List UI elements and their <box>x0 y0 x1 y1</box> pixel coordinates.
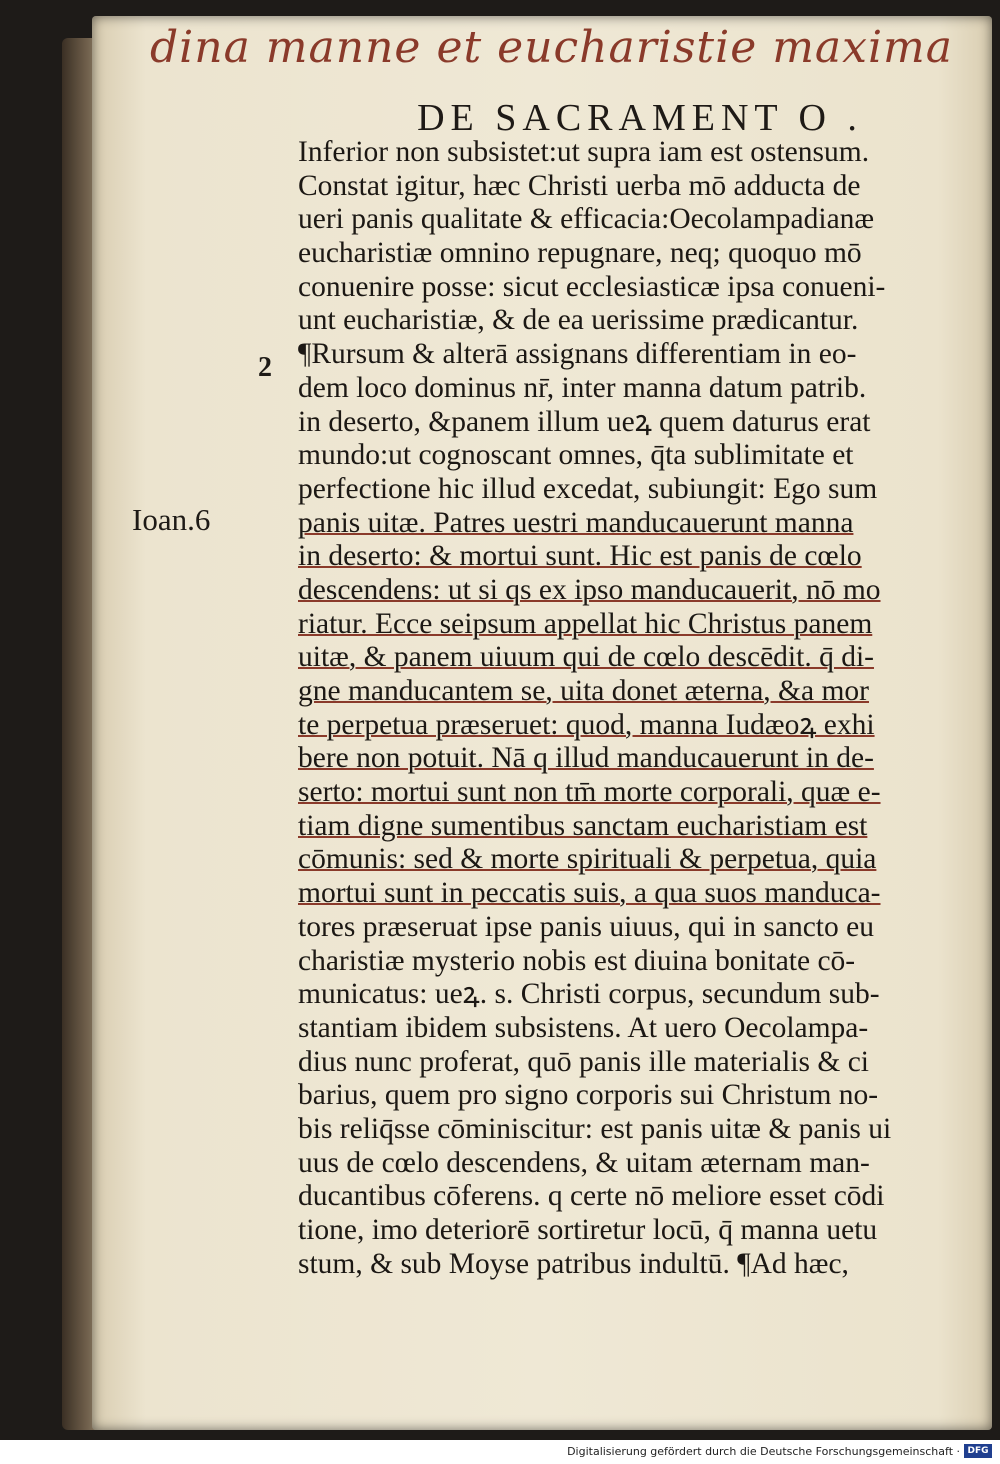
text-line-underlined: tiam digne sumentibus sanctam eucharistiam est <box>298 809 868 842</box>
text-line: dius nunc proferat, quō panis ille materialis & ci <box>298 1045 870 1078</box>
text-line: ducantibus cōferens. q certe nō meliore esset cōdi <box>298 1180 885 1213</box>
text-line-underlined: te perpetua præseruet: quod, manna Iudæoꝝ exhi <box>298 708 875 741</box>
text-line-underlined: in deserto: & mortui sunt. Hic est panis de cœlo <box>298 540 862 573</box>
text-line: stum, & sub Moyse patribus indultū. ¶Ad hæc, <box>298 1247 849 1280</box>
text-line: stantiam ibidem subsistens. At uero Oecolampa- <box>298 1011 869 1044</box>
text-line: dem loco dominus nr̄, inter manna datum patrib. <box>298 371 867 404</box>
text-line: eucharistiæ omnino repugnare, neq; quoquo mō <box>298 237 862 270</box>
text-line: in deserto, &panem illum ueꝝ quem daturus erat <box>298 405 871 438</box>
text-line: municatus: ueꝝ. s. Christi corpus, secundum sub- <box>298 978 880 1011</box>
text-line-underlined: uitæ, & panem uiuum qui de cœlo descēdit. q̄ di- <box>298 641 874 674</box>
text-line: uus de cœlo descendens, & uitam æternam man- <box>298 1146 870 1179</box>
text-line: tores præseruat ipse panis uiuus, qui in sancto eu <box>298 910 874 943</box>
text-line: Inferior non subsistet:ut supra iam est ostensum. <box>298 136 870 168</box>
text-line-underlined: bere non potuit. Nā q illud manducauerunt in de- <box>298 742 874 775</box>
text-line: barius, quem pro signo corporis sui Christum no- <box>298 1079 879 1112</box>
margin-reference: Ioan.6 <box>132 502 211 537</box>
text-line-underlined: panis uitæ. Patres uestri manducauerunt manna <box>298 506 854 539</box>
text-line: unt eucharistiæ, & de ea uerissime prædicantur. <box>298 304 859 337</box>
text-line-underlined: serto: mortui sunt non tm̄ morte corporali, quæ e- <box>298 776 881 809</box>
text-line: Constat igitur, hæc Christi uerba mō adducta de <box>298 169 861 202</box>
text-line-underlined: gne manducantem se, uita donet æterna, &a mor <box>298 675 869 707</box>
footer-credit: Digitalisierung gefördert durch die Deutsche Forschungsgemeinschaft · <box>567 1445 960 1458</box>
text-line: ueri panis qualitate & efficacia:Oecolampadianæ <box>298 203 875 236</box>
text-line-underlined: mortui sunt in peccatis suis, a qua suos manduca- <box>298 877 881 910</box>
body-text <box>298 136 988 1281</box>
text-line: tione, imo deteriorē sortiretur locū, q̄ manna uetu <box>298 1214 878 1246</box>
text-line-underlined: riatur. Ecce seipsum appellat hic Christus panem <box>298 607 873 640</box>
text-line: mundo:ut cognoscant omnes, q̄ta sublimitate et <box>298 439 854 472</box>
text-line-underlined: descendens: ut si qs ex ipso manducauerit, nō mo <box>298 573 881 606</box>
running-head: DE SACRAMENT O . <box>417 97 863 139</box>
text-line: bis reliq̄sse cōminiscitur: est panis uitæ & panis ui <box>298 1112 892 1145</box>
text-line-underlined: cōmunis: sed & morte spirituali & perpetua, quia <box>298 843 877 876</box>
margin-number: 2 <box>258 352 272 383</box>
dfg-logo: DFG <box>964 1444 992 1458</box>
text-line: ¶Rursum & alterā assignans differentiam in eo- <box>298 338 857 371</box>
text-line: perfectione hic illud excedat, subiungit: Ego sum <box>298 472 878 505</box>
text-line: charistiæ mysterio nobis est diuina bonitate cō- <box>298 944 856 977</box>
text-line: conuenire posse: sicut ecclesiasticæ ipsa conueni- <box>298 270 886 303</box>
handwritten-marginalia: dina manne et eucharistie maxima <box>150 22 954 73</box>
